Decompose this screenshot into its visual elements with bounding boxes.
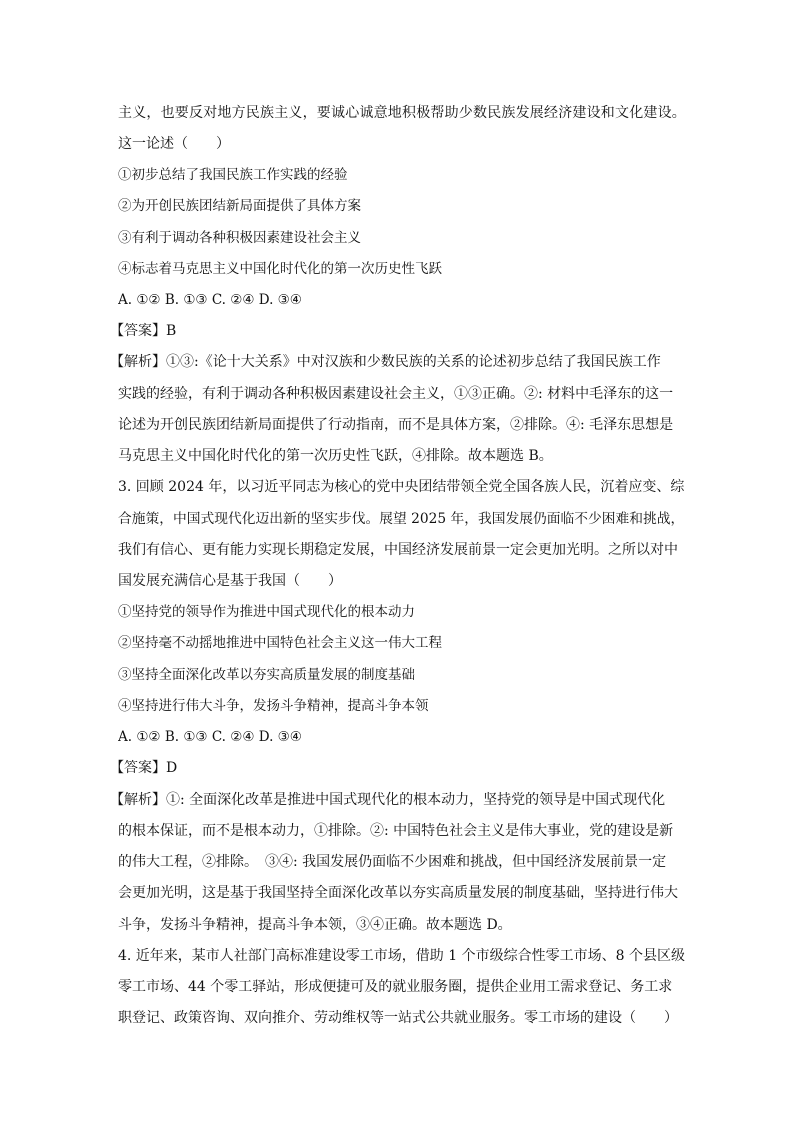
answer-line: 【答案】B: [110, 323, 177, 339]
text-line: 这一论述（ ）: [118, 136, 230, 152]
text-line: 主义，也要反对地方民族主义，要诚心诚意地积极帮助少数民族发展经济建设和文化建设。: [118, 105, 686, 121]
analysis-line: 的伟大工程，②排除。 ③④: 我国发展仍面临不少困难和挑战，但中国经济发展前景一定: [118, 854, 667, 870]
option-line: ①初步总结了我国民族工作实践的经验: [118, 167, 348, 183]
question-line: 4. 近年来，某市人社部门高标准建设零工市场，借助 1 个市级综合性零工市场、8 个县区级: [118, 948, 685, 964]
option-line: ④标志着马克思主义中国化时代化的第一次历史性飞跃: [118, 261, 442, 277]
analysis-line: 斗争，发扬斗争精神，提高斗争本领，③④正确。故本题选 D。: [118, 917, 512, 933]
option-line: ①坚持党的领导作为推进中国式现代化的根本动力: [118, 604, 415, 620]
question-line: 职登记、政策咨询、双向推介、劳动维权等一站式公共就业服务。零工市场的建设（ ）: [118, 1010, 678, 1026]
choices-line: A. ①② B. ①③ C. ②④ D. ③④: [118, 292, 302, 308]
question-line: 合施策，中国式现代化迈出新的坚实步伐。展望 2025 年，我国发展仍面临不少困难和挑战，: [118, 511, 685, 527]
analysis-line: 马克思主义中国化时代化的第一次历史性飞跃，④排除。故本题选 B。: [118, 448, 553, 464]
analysis-line: 会更加光明，这是基于我国坚持全面深化改革以夯实高质量发展的制度基础，坚持进行伟大: [118, 885, 678, 901]
analysis-line: 【解析】①③:《论十大关系》中对汉族和少数民族的关系的论述初步总结了我国民族工作: [110, 354, 661, 370]
option-line: ④坚持进行伟大斗争，发扬斗争精神，提高斗争本领: [118, 698, 429, 714]
question-line: 零工市场、44 个零工驿站，形成便捷可及的就业服务圈，提供企业用工需求登记、务工求: [118, 979, 673, 995]
option-line: ②坚持毫不动摇地推进中国特色社会主义这一伟大工程: [118, 635, 442, 651]
question-line: 3. 回顾 2024 年，以习近平同志为核心的党中央团结带领全党全国各族人民，沉着应变、综: [118, 479, 685, 495]
question-line: 国发展充满信心是基于我国（ ）: [118, 573, 342, 589]
analysis-line: 论述为开创民族团结新局面提供了行动指南，而不是具体方案，②排除。④: 毛泽东思想是: [118, 417, 674, 433]
option-line: ③有利于调动各种积极因素建设社会主义: [118, 230, 361, 246]
analysis-line: 的根本保证，而不是根本动力，①排除。②: 中国特色社会主义是伟大事业，党的建设是新: [118, 823, 674, 839]
option-line: ②为开创民族团结新局面提供了具体方案: [118, 198, 361, 214]
option-line: ③坚持全面深化改革以夯实高质量发展的制度基础: [118, 667, 415, 683]
choices-line: A. ①② B. ①③ C. ②④ D. ③④: [118, 729, 302, 745]
analysis-line: 【解析】①: 全面深化改革是推进中国式现代化的根本动力，坚持党的领导是中国式现代化: [110, 792, 666, 808]
answer-line: 【答案】D: [110, 760, 178, 776]
analysis-line: 实践的经验，有利于调动各种积极因素建设社会主义，①③正确。②: 材料中毛泽东的这一: [118, 386, 674, 402]
question-line: 我们有信心、更有能力实现长期稳定发展，中国经济发展前景一定会更加光明。之所以对中: [118, 542, 678, 558]
